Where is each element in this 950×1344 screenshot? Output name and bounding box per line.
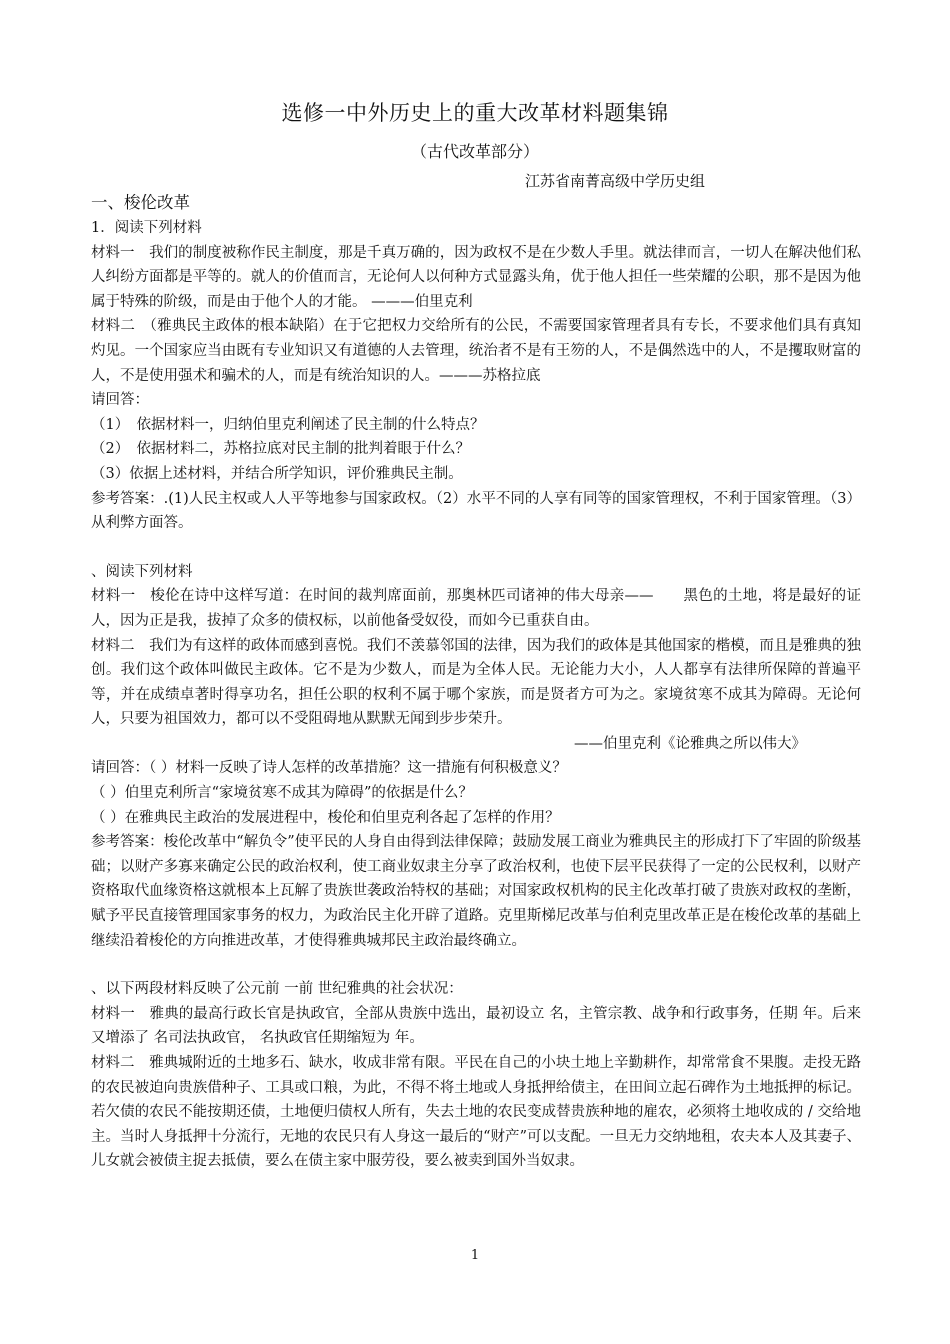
material-paragraph: 材料二 （雅典民主政体的根本缺陷）在于它把权力交给所有的公民，不需要国家管理者具有专长，不要求他们具有真知灼见。一个国家应当由既有专业知识又有道德的人去管理，统治者不是有王笏的人，不是偶然选中的人，不是攫取财富的人，不是使用强术和骗术的人，而是有统治知识的人。———苏格拉底 xyxy=(91,318,861,384)
question-item: （3）依据上述材料，并结合所学知识，评价雅典民主制。 xyxy=(91,465,463,482)
material-paragraph: 材料二 雅典城附近的土地多石、缺水，收成非常有限。平民在自己的小块土地上辛勤耕作，却常常食不果腹。走投无路的农民被迫向贵族借种子、工具或口粮，为此，不得不将土地或人身抵押给债主，在田间立起石碑作为土地抵押的标记。若欠债的农民不能按期还债，土地便归债权人所有，失去土地的农民变成替贵族种地的雇农，必须将土地收成的 / 交给地主。当时人身抵押十分流行，无地的农民只有人身这一最后的“财产”可以支配。一旦无力交纳地租，农夫本人及其妻子、儿女就会被债主捉去抵债，要么在债主家中服劳役，要么被卖到国外当奴隶。 xyxy=(91,1055,861,1170)
question-item: （ ）伯里克利所言“家境贫寒不成其为障碍”的依据是什么？ xyxy=(91,785,473,802)
question-item: （ ）在雅典民主政治的发展进程中，梭伦和伯里克利各起了怎样的作用？ xyxy=(91,809,560,826)
section-heading: 一、梭伦改革 xyxy=(91,193,190,212)
question-heading: 、阅读下列材料 xyxy=(91,563,193,580)
spacer xyxy=(91,536,861,560)
question-item: （1） 依据材料一，归纳伯里克利阐述了民主制的什么特点？ xyxy=(91,416,485,433)
spacer xyxy=(91,953,861,977)
document-title: 选修一中外历史上的重大改革材料题集锦 xyxy=(281,101,669,125)
material-paragraph: 材料一 雅典的最高行政长官是执政官，全部从贵族中选出，最初设立 名，主管宗教、战争和行政事务，任期 年。后来又增添了 名司法执政官， 名执政官任期缩短为 年。 xyxy=(91,1005,861,1047)
author-line: 江苏省南菁高级中学历史组 xyxy=(525,172,706,190)
citation: ——伯里克利《论雅典之所以伟大》 xyxy=(574,735,806,752)
material-paragraph: 材料一 我们的制度被称作民主制度，那是千真万确的，因为政权不是在少数人手里。就法律而言，一切人在解决他们私人纠纷方面都是平等的。就人的价值而言，无论何人以何种方式显露头角，优于他人担任一些荣耀的公职，那不是因为他属于特殊的阶级，而是由于他个人的才能。 ———伯里克利 xyxy=(91,244,861,310)
material-paragraph: 材料二 我们为有这样的政体而感到喜悦。我们不羡慕邻国的法律，因为我们的政体是其他国家的楷模，而且是雅典的独创。我们这个政体叫做民主政体。它不是为少数人，而是为全体人民。无论能力大小，人人都享有法律所保障的普遍平等，并在成绩卓著时得享功名，担任公职的权利不属于哪个家族，而是贤者方可为之。家境贫寒不成其为障碍。无论何人，只要为祖国效力，都可以不受阻碍地从默默无闻到步步荣升。 xyxy=(91,637,861,728)
question-item: （2） 依据材料二，苏格拉底对民主制的批判着眼于什么？ xyxy=(91,441,470,458)
question-item: 请回答：（ ）材料一反映了诗人怎样的改革措施？这一措施有何积极意义？ xyxy=(91,760,567,777)
answer-paragraph: 参考答案：梭伦改革中“解负令”使平民的人身自由得到法律保障；鼓励发展工商业为雅典民主的形成打下了牢固的阶级基础；以财产多寡来确定公民的政治权利，使工商业奴隶主分享了政治权利，也使下层平民获得了一定的公民权利，以财产资格取代血缘资格这就根本上瓦解了贵族世袭政治特权的基础；对国家政权机构的民主化改革打破了贵族对政权的垄断，赋予平民直接管理国家事务的权力，为政治民主化开辟了道路。克里斯梯尼改革与伯利克里改革正是在梭伦改革的基础上继续沿着梭伦的方向推进改革，才使得雅典城邦民主政治最终确立。 xyxy=(91,834,861,949)
question-heading: 、以下两段材料反映了公元前 一前 世纪雅典的社会状况： xyxy=(91,981,463,998)
answer-paragraph: 参考答案：.(1)人民主权或人人平等地参与国家政权。（2）水平不同的人享有同等的国家管理权，不利于国家管理。（3）从利弊方面答。 xyxy=(91,490,861,532)
document-subtitle: （古代改革部分） xyxy=(410,142,539,161)
document-body xyxy=(91,190,861,1174)
material-paragraph: 材料一 梭伦在诗中这样写道：在时间的裁判席面前，那奥林匹司诸神的伟大母亲—— 黑色的土地，将是最好的证人，因为正是我，拔掉了众多的债权标，以前他备受奴役，而如今已重获自由。 xyxy=(91,588,861,629)
page-number: 1 xyxy=(470,1248,480,1263)
question-heading: 1．阅读下列材料 xyxy=(91,220,202,236)
question-prompt: 请回答： xyxy=(91,392,149,409)
